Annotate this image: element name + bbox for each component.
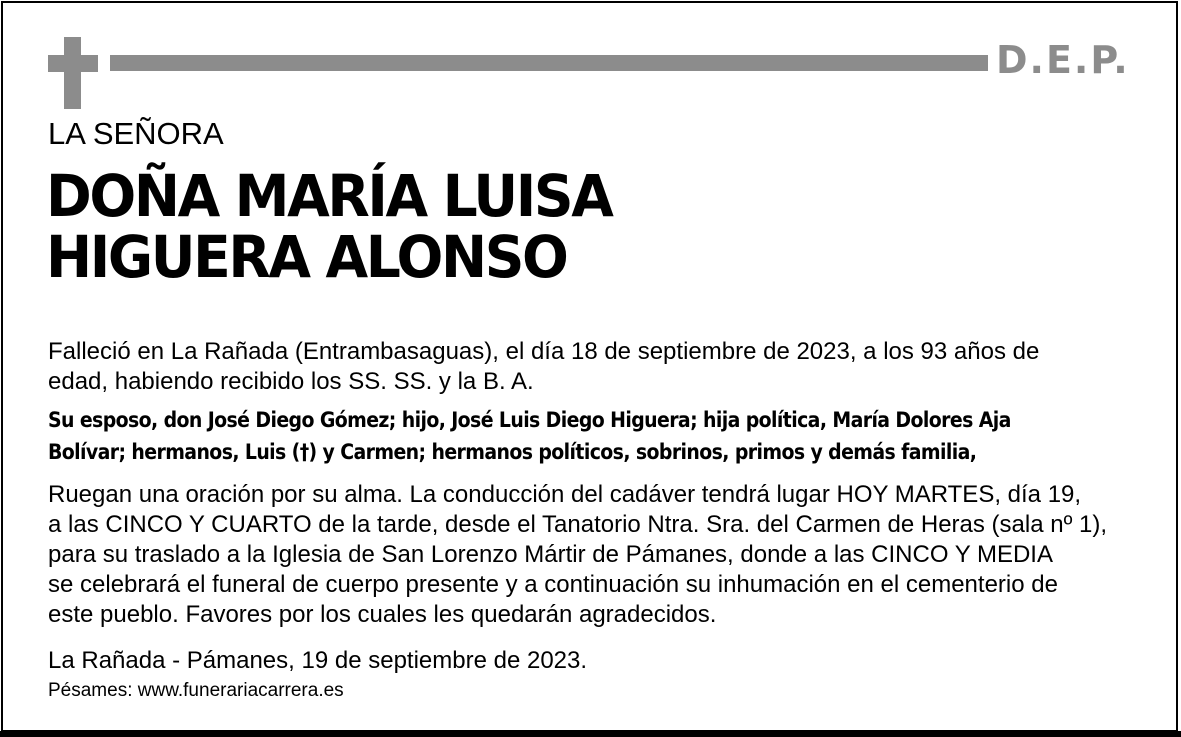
- service-line: se celebrará el funeral de cuerpo presente y a continuación su inhumación en el cementerio de: [48, 571, 1058, 598]
- condolences-website: Pésames: www.funerariacarrera.es: [48, 680, 344, 701]
- family-line: Bolívar; hermanos, Luis (†) y Carmen; hermanos políticos, sobrinos, primos y demás familia,: [48, 440, 977, 464]
- service-details: [48, 480, 1158, 630]
- name-line-1: DOÑA MARÍA LUISA: [46, 162, 612, 230]
- family-list: [48, 404, 1158, 468]
- service-line: este pueblo. Favores por los cuales les quedarán agradecidos.: [48, 601, 717, 628]
- death-notice: [48, 337, 1158, 397]
- dep-label: D.E.P.: [996, 38, 1130, 82]
- name-line-2: HIGUERA ALONSO: [46, 223, 567, 291]
- death-notice-line: edad, habiendo recibido los SS. SS. y la B. A.: [48, 368, 534, 395]
- family-line: Su esposo, don José Diego Gómez; hijo, José Luis Diego Higuera; hija política, María Dolores Aja: [48, 408, 1011, 432]
- deceased-name: [46, 162, 612, 291]
- death-notice-line: Falleció en La Rañada (Entrambasaguas), el día 18 de septiembre de 2023, a los 93 años de: [48, 338, 1040, 365]
- cross-icon: [48, 37, 98, 109]
- honorific-label: LA SEÑORA: [48, 116, 224, 151]
- header-rule: [110, 55, 988, 71]
- service-line: Ruegan una oración por su alma. La conducción del cadáver tendrá lugar HOY MARTES, día 19,: [48, 481, 1082, 508]
- service-line: a las CINCO Y CUARTO de la tarde, desde el Tanatorio Ntra. Sra. del Carmen de Heras (sala nº 1),: [48, 511, 1108, 538]
- place-date: La Rañada - Pámanes, 19 de septiembre de 2023.: [48, 647, 588, 674]
- service-line: para su traslado a la Iglesia de San Lorenzo Mártir de Pámanes, donde a las CINCO Y MEDIA: [48, 541, 1053, 568]
- bottom-border: [0, 731, 1181, 737]
